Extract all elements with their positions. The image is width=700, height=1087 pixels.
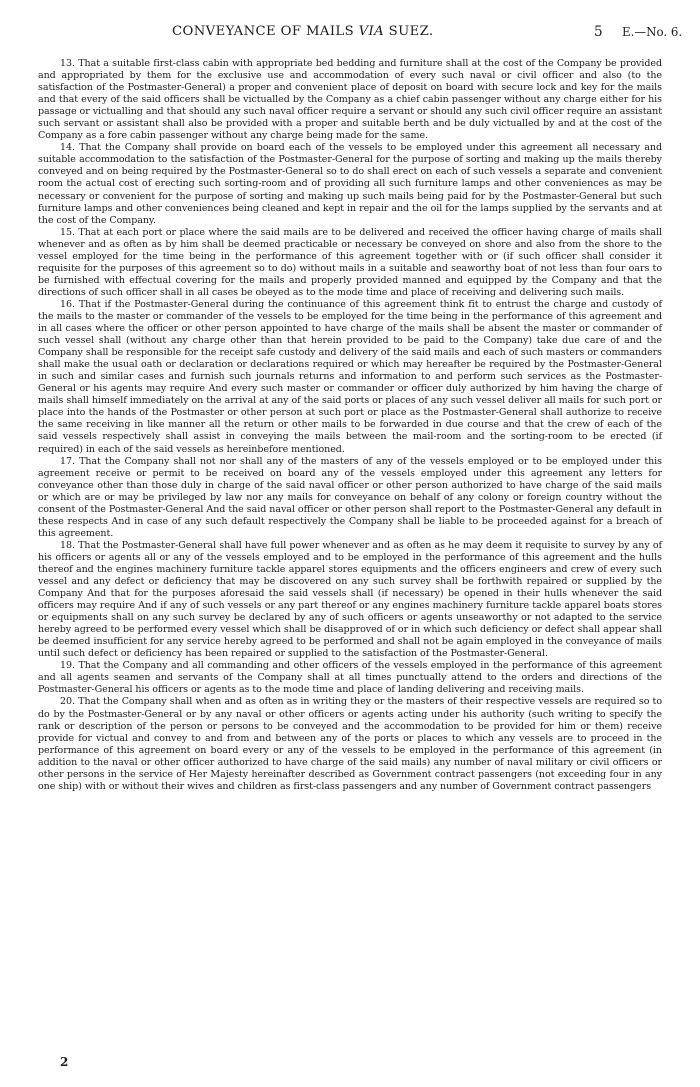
clause-20: 20. That the Company shall when and as often as in writing they or the masters of their respective vessels are required so to do by the Postmaster-General or by any naval or other officers or agents acting under his authority (such writing to specify the rank or description of the person or persons to be conveyed and the accommodation to be provided for him or them) receive provide for victual and convey to and from and between any of the ports or places to which any vessels are to proceed in the performance of this agreement on board every or any of the vessels to be employed in the performance of this agreement (in addition to the naval or other officer authorized to have charge of the said mails) any number of naval military or civil officers or other persons in the service of Her Majesty hereinafter described as Government contract passengers (not exceeding four in any one ship) with or without their wives and children as first-class passengers and any number of Government contract passengers (38, 696, 662, 792)
document-body (38, 58, 662, 793)
page-header (0, 24, 700, 42)
clause-13: 13. That a suitable first-class cabin with appropriate bed bedding and furniture shall at the cost of the Company be provided and appropriated by them for the exclusive use and accommodation of every such naval or civil officer and also (to the satisfaction of the Postmaster-General) a proper and convenient place of deposit on board with secure lock and key for the mails and that every of the said officers shall be victualled by the Company as a chief cabin passenger without any charge either for his passage or victualling and that should any such naval officer require a servant or should any such civil officer require an assistant such servant or assistant shall also be provided with a proper and suitable berth and be duly victualled by and at the cost of the Company as a fore cabin passenger without any charge being made for the same. (38, 58, 662, 142)
running-title-text: CONVEYANCE OF MAILS (172, 24, 359, 39)
clause-18: 18. That the Postmaster-General shall have full power whenever and as often as he may deem it requisite to survey by any of his officers or agents all or any of the vessels employed and to be employed in the performance of this agreement and the hulls thereof and the engines machinery furniture tackle apparel stores equipments and the officers engineers and crew of every such vessel and any defect or deficiency that may be discovered on any such survey shall be forthwith repaired or supplied by the Company And that for the purposes aforesaid the said vessels shall (if necessary) be opened in their hulls whenever the said officers may require And if any of such vessels or any part thereof or any engines machinery furniture tackle apparel boats stores or equipments shall on any such survey be declared by any of such officers or agents unseaworthy or not adapted to the service hereby agreed to be performed every vessel which shall be disapproved of or in which such deficiency or defect shall appear shall be deemed insufficient for any service hereby agreed to be performed and shall not be again employed in the conveyance of mails until such defect or deficiency has been repaired or supplied to the satisfaction of the Postmaster-General. (38, 539, 662, 660)
clause-17: 17. That the Company shall not nor shall any of the masters of any of the vessels employed or to be employed under this agreement receive or permit to be received on board any of the vessels employed under this agreement any letters for conveyance other than those duly in charge of the said naval officer or other person authorized to have charge of the said mails or which are or may be privileged by law nor any mails for conveyance on behalf of any colony or foreign country without the consent of the Postmaster-General And the said naval officer or other person shall report to the Postmaster-General any default in these respects And in case of any such default respectively the Company shall be liable to be proceeded against for a breach of this agreement. (38, 455, 662, 539)
running-title (172, 24, 434, 39)
clause-15: 15. That at each port or place where the said mails are to be delivered and received the officer having charge of mails shall whenever and as often as by him shall be deemed practicable or necessary be conveyed on shore and also from the shore to the vessel employed for the time being in the performance of this agreement together with or (if such officer shall consider it requisite for the purposes of this agreement so to do) without mails in a suitable and seaworthy boat of not less than four oars to be furnished with effectual covering for the mails and properly provided manned and equipped by the Company and that the directions of such officer shall in all cases be obeyed as to the mode time and place of receiving and delivering such mails. (38, 226, 662, 298)
page-number: 5 (594, 24, 603, 40)
running-title-via: VIA (358, 24, 385, 39)
running-title-suez: SUEZ. (384, 24, 434, 39)
folio-mark: 2 (60, 1055, 69, 1069)
clause-14: 14. That the Company shall provide on board each of the vessels to be employed under this agreement all necessary and suitable accommodation to the satisfaction of the Postmaster-General for the purpose of sorting and making up the mails thereby conveyed and on being required by the Postmaster-General so to do shall erect on each of such vessels a separate and convenient room the actual cost of erecting such sorting-room and of providing all such furniture lamps and other conveniences as may be necessary or convenient for the purpose of sorting and making up such mails being paid for by the Postmaster-General but such furniture lamps and other conveniences being cleaned and kept in repair and the oil for the lamps supplied by the servants and at the cost of the Company. (38, 142, 662, 226)
clause-16: 16. That if the Postmaster-General during the continuance of this agreement think fit to entrust the charge and custody of the mails to the master or commander of the vessels to be employed for the time being in the performance of this agreement and in all cases where the officer or other person appointed to have charge of the mails shall be absent the master or commander of such vessel shall (without any charge other than that herein provided to be paid to the Company) take due care of and the Company shall be responsible for the receipt safe custody and delivery of the said mails and each of such masters or commanders shall make the usual oath or declaration or declarations required or which may hereafter be required by the Postmaster-General in such and similar cases and furnish such journals returns and information to and perform such services as the Postmaster-General or his agents may require And every such master or commander or officer duly authorized by him having the charge of mails shall himself immediately on the arrival at any of the said ports or places of any such vessel deliver all mails for such port or place into the hands of the Postmaster or other person at such port or place as the Postmaster-General shall authorize to receive the same receiving in like manner all the return or other mails to be forwarded in due course and that the crew of each of the said vessels respectively shall assist in conveying the mails between the mail-room and the sorting-room to be erected (if required) in each of the said vessels as hereinbefore mentioned. (38, 298, 662, 455)
clause-19: 19. That the Company and all commanding and other officers of the vessels employed in the performance of this agreement and all agents seamen and servants of the Company shall at all times punctually attend to the orders and directions of the Postmaster-General his officers or agents as to the mode time and place of landing delivering and receiving mails. (38, 660, 662, 696)
document-reference: E.—No. 6. (622, 25, 683, 39)
